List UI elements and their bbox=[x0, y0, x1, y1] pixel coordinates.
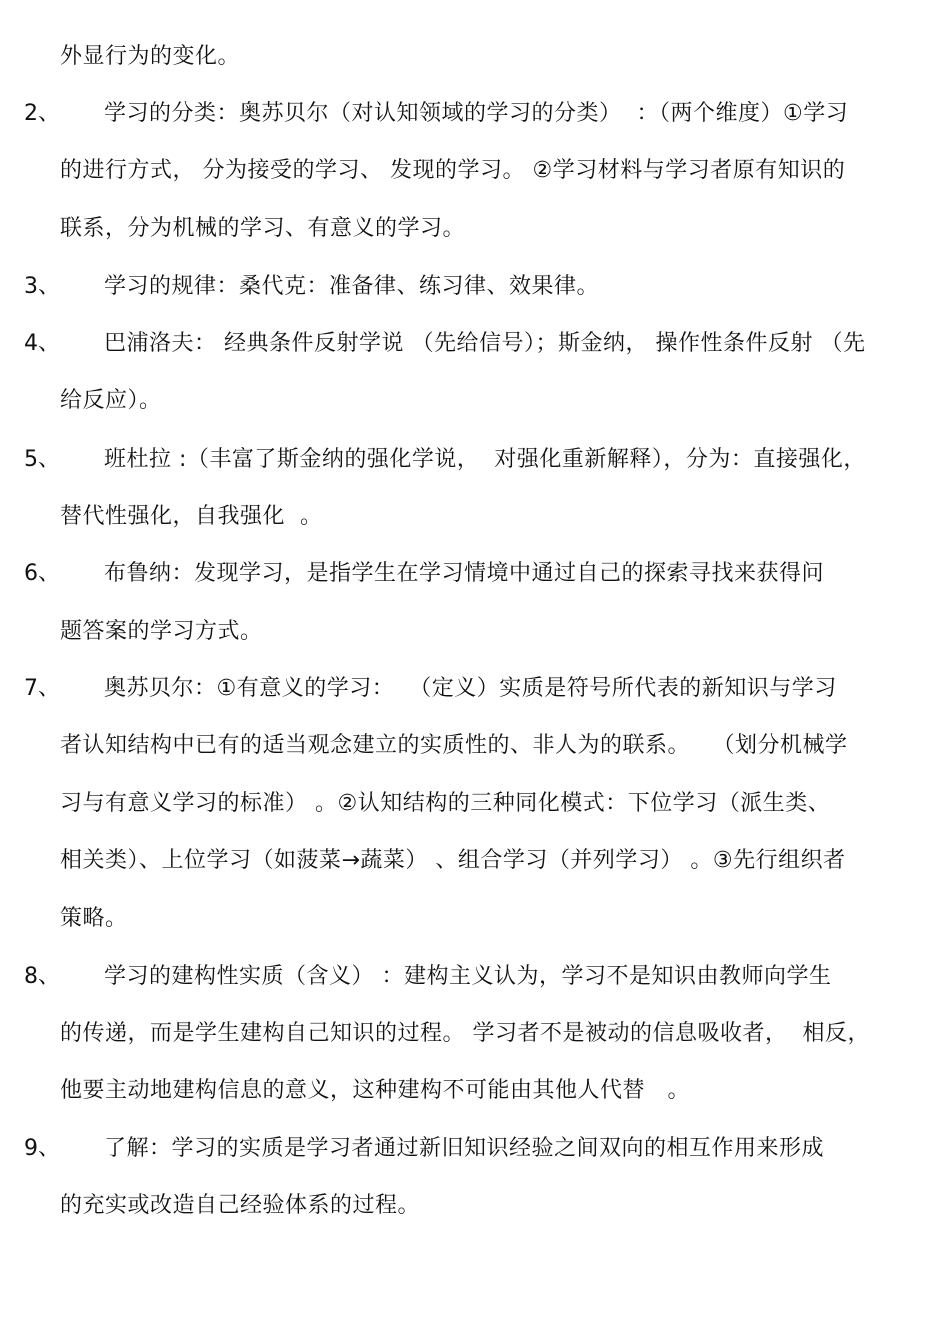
item-line: 了解：学习的实质是学习者通过新旧知识经验之间双向的相互作用来形成 bbox=[104, 1136, 825, 1161]
item-number: 8、 bbox=[24, 964, 60, 989]
item-line: 奥苏贝尔：①有意义的学习： （定义）实质是符号所代表的新知识与学习 bbox=[104, 676, 837, 701]
item-line: 巴浦洛夫： 经典条件反射学说 （先给信号）；斯金纳， 操作性条件反射 （先 bbox=[104, 331, 866, 356]
item-number: 9、 bbox=[24, 1136, 60, 1161]
item-line: 班杜拉 :（丰富了斯金纳的强化学说， 对强化重新解释），分为：直接强化， bbox=[104, 447, 866, 472]
item-line: 学习的规律：桑代克：准备律、练习律、效果律。 bbox=[104, 274, 600, 299]
item-number: 4、 bbox=[24, 331, 60, 356]
item-number: 6、 bbox=[24, 561, 60, 586]
item-line: 给反应）。 bbox=[60, 388, 162, 413]
item-line: 习与有意义学习的标准） 。②认知结构的三种同化模式：下位学习（派生类、 bbox=[60, 791, 831, 816]
item-line: 联系，分为机械的学习、有意义的学习。 bbox=[60, 216, 466, 241]
item-line: 的传递，而是学生建构自己知识的过程。 学习者不是被动的信息吸收者， 相反， bbox=[60, 1021, 870, 1046]
item-line: 学习的建构性实质（含义） ：建构主义认为，学习不是知识由教师向学生 bbox=[104, 964, 832, 989]
item-line: 者认知结构中已有的适当观念建立的实质性的、非人为的联系。 （划分机械学 bbox=[60, 733, 848, 758]
item-line: 策略。 bbox=[60, 906, 128, 931]
item-number: 7、 bbox=[24, 676, 60, 701]
item-line: 题答案的学习方式。 bbox=[60, 619, 263, 644]
item-line: 他要主动地建构信息的意义，这种建构不可能由其他人代替 。 bbox=[60, 1078, 690, 1103]
item-line: 的充实或改造自己经验体系的过程。 bbox=[60, 1193, 421, 1218]
lead-line: 外显行为的变化。 bbox=[60, 44, 241, 69]
item-line: 布鲁纳：发现学习，是指学生在学习情境中通过自己的探索寻找来获得问 bbox=[104, 561, 825, 586]
item-number: 2、 bbox=[24, 101, 60, 126]
item-line: 的进行方式， 分为接受的学习、 发现的学习。 ②学习材料与学习者原有知识的 bbox=[60, 158, 846, 183]
item-number: 5、 bbox=[24, 447, 60, 472]
item-line: 替代性强化，自我强化 。 bbox=[60, 504, 323, 529]
item-number: 3、 bbox=[24, 274, 60, 299]
item-line: 相关类）、上位学习（如菠菜→蔬菜） 、组合学习（并列学习） 。③先行组织者 bbox=[60, 848, 846, 873]
item-line: 学习的分类：奥苏贝尔（对认知领域的学习的分类） ：（两个维度）①学习 bbox=[104, 101, 849, 126]
